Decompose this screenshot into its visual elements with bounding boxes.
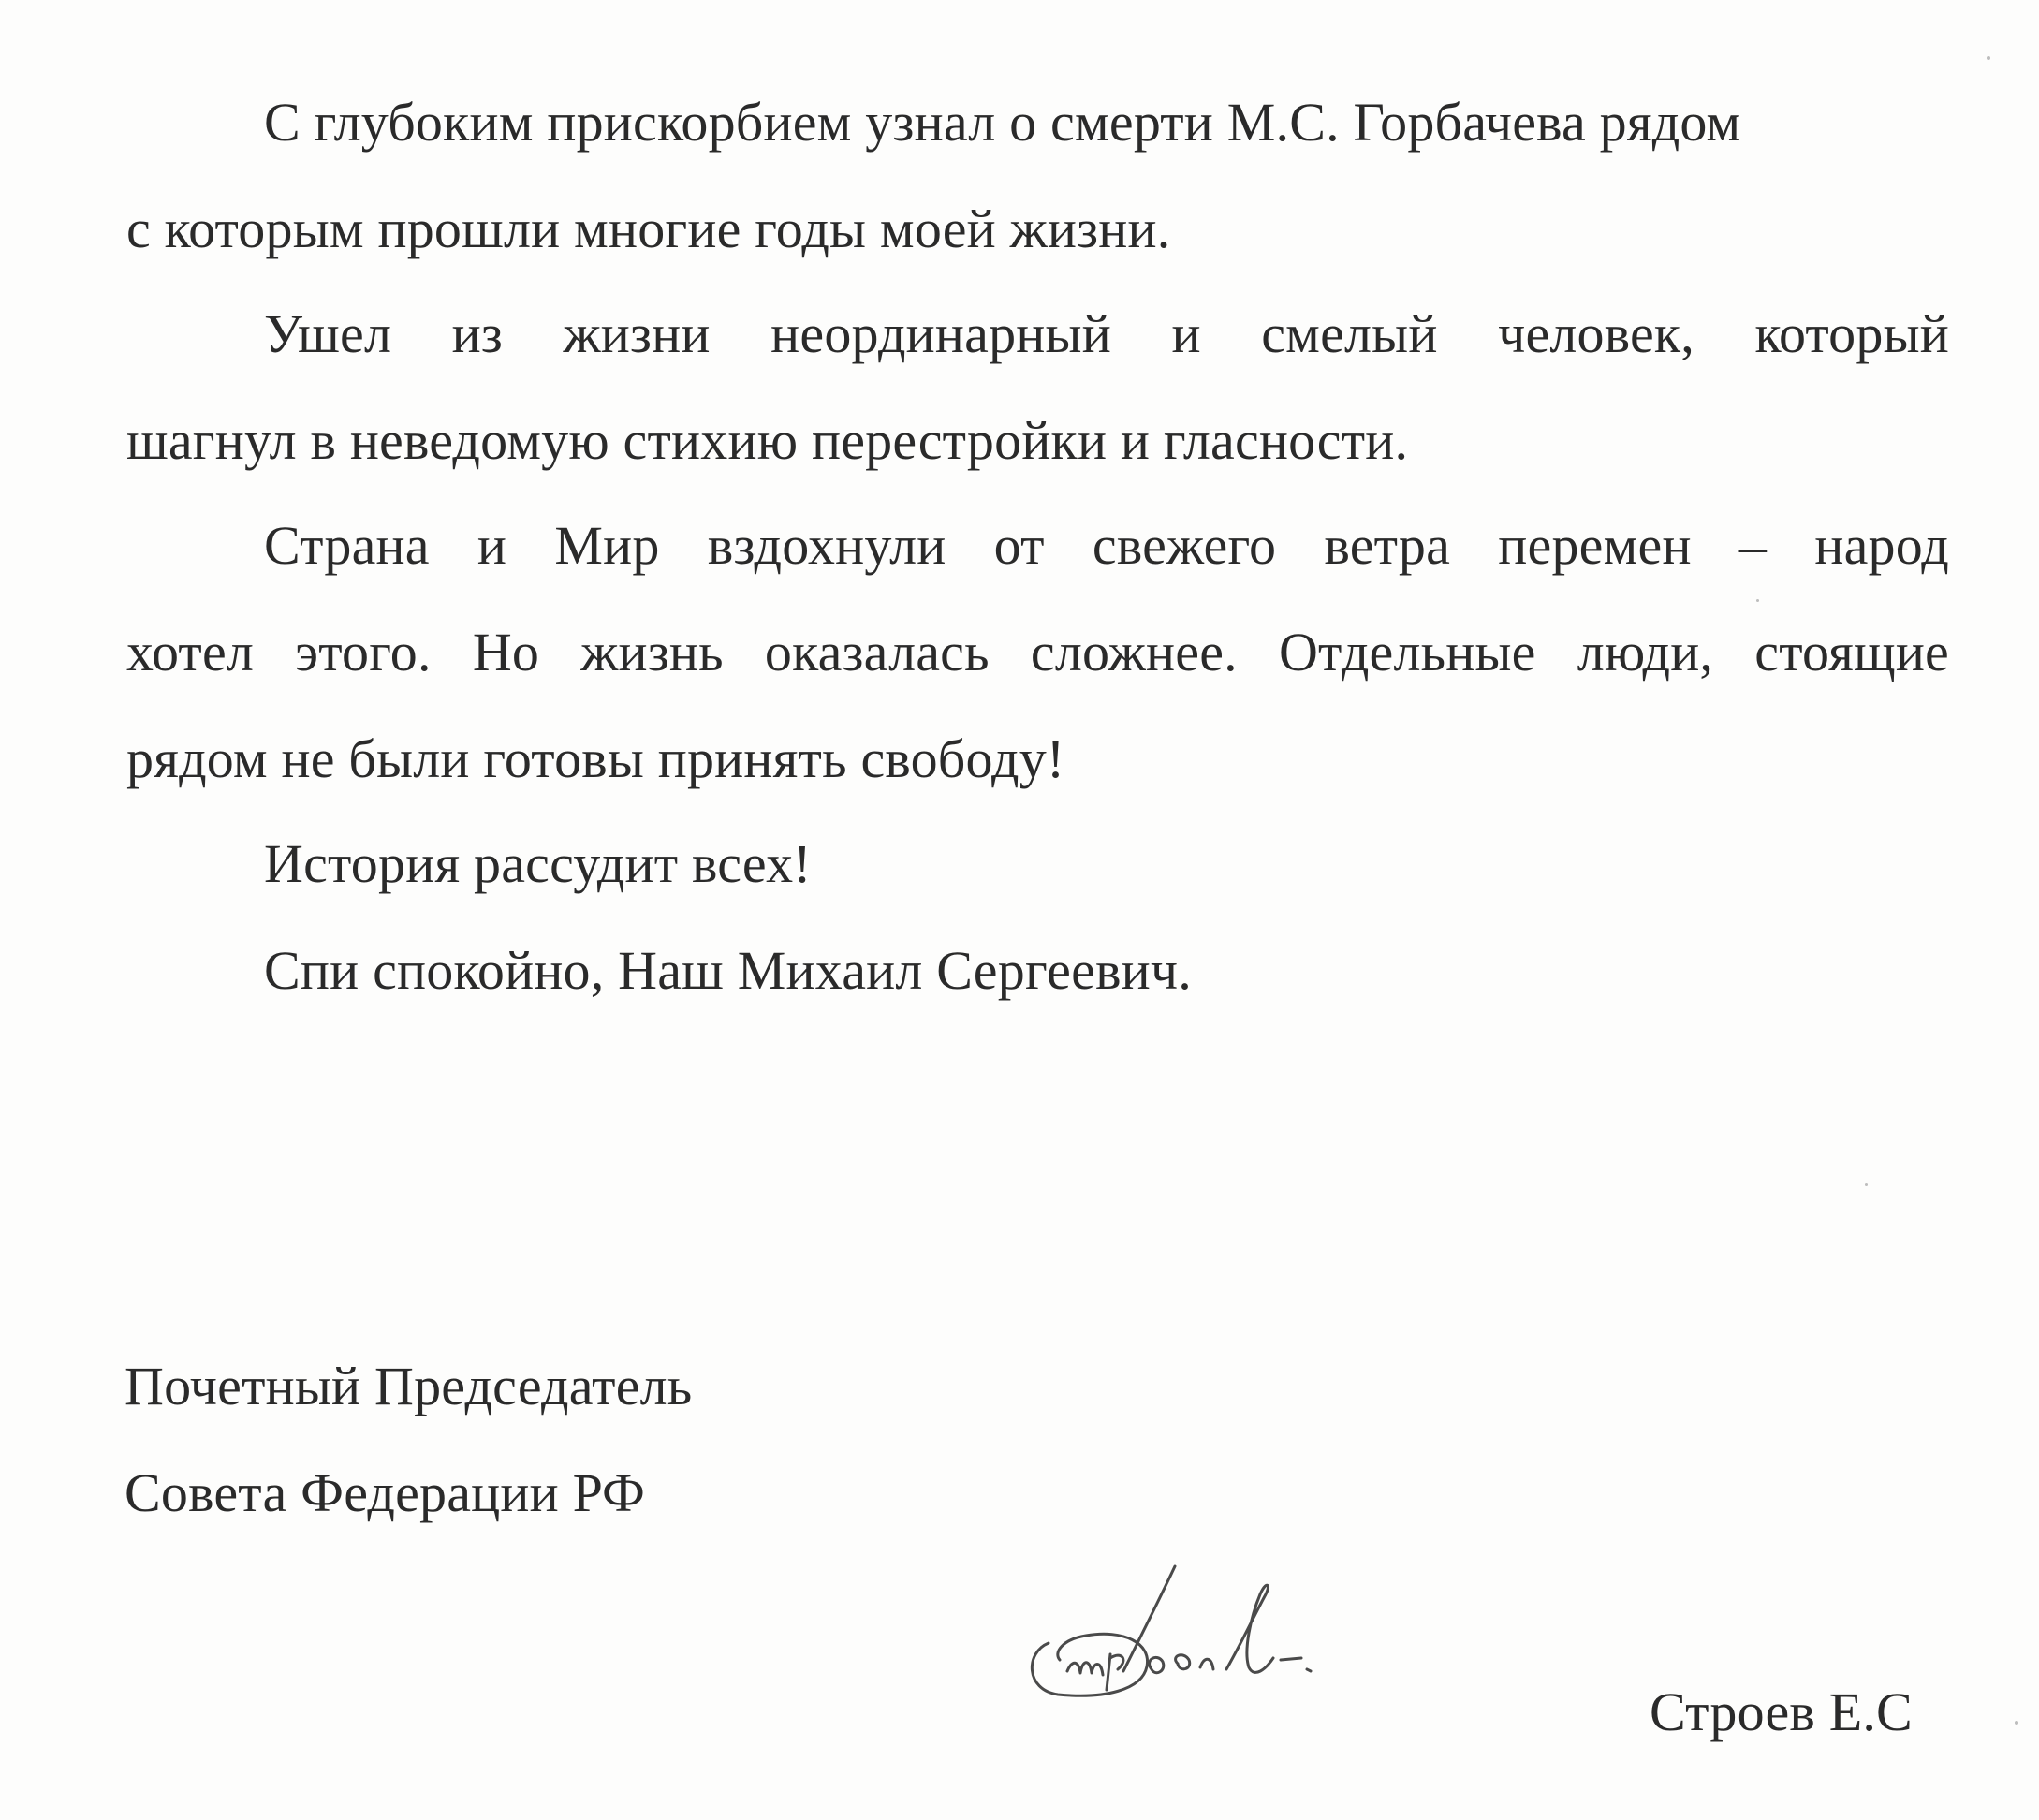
paragraph-2-line-2: шагнул в неведомую стихию перестройки и гласности.: [126, 410, 1409, 471]
paragraph-3-line-2: хотел этого. Но жизнь оказалась сложнее. Отдельные люди, стоящие: [126, 622, 1949, 682]
paragraph-3-line-3: рядом не были готовы принять свободу!: [126, 728, 1065, 789]
paragraph-2-line-1: Ушел из жизни неординарный и смелый человек, который: [264, 303, 1949, 364]
paragraph-1-line-1: С глубоким прискорбием узнал о смерти М.С. Горбачева рядом: [264, 92, 1741, 153]
signatory-title-line-1: Почетный Председатель: [125, 1356, 693, 1416]
handwritten-signature: [1020, 1549, 1395, 1718]
scan-speck: [2015, 1721, 2018, 1725]
scan-speck: [1865, 1183, 1868, 1186]
signatory-title-line-2: Совета Федерации РФ: [125, 1462, 646, 1523]
paragraph-3-line-1: Страна и Мир вздохнули от свежего ветра перемен – народ: [264, 515, 1949, 576]
scan-speck: [1756, 599, 1759, 602]
paragraph-1-line-2: с которым прошли многие годы моей жизни.: [126, 198, 1171, 259]
scan-speck: [1987, 56, 1990, 60]
paragraph-4-line-1: История рассудит всех!: [264, 833, 812, 894]
paragraph-5-line-1: Спи спокойно, Наш Михаил Сергеевич.: [264, 940, 1192, 1001]
signatory-name: Строев Е.С: [1650, 1681, 1913, 1742]
